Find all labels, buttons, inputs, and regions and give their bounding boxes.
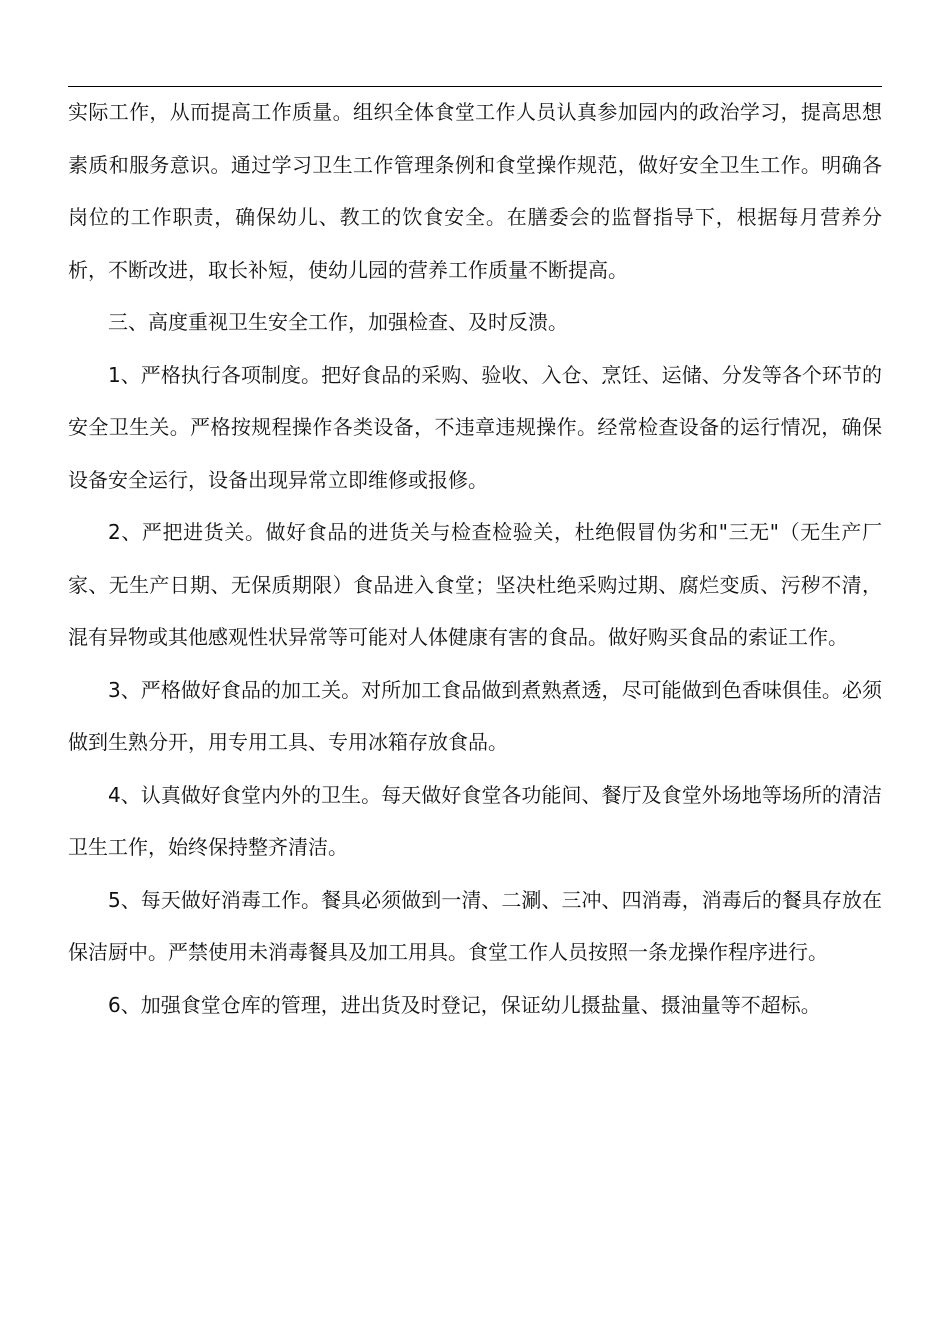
paragraph-item-1: 1、严格执行各项制度。把好食品的采购、验收、入仓、烹饪、运储、分发等各个环节的安全卫生关。严格按规程操作各类设备，不违章违规操作。经常检查设备的运行情况，确保设备安全运行，设备出现异常立即维修或报修。 — [68, 362, 882, 492]
paragraph-item-3: 3、严格做好食品的加工关。对所加工食品做到煮熟煮透，尽可能做到色香味俱佳。必须做到生熟分开，用专用工具、专用冰箱存放食品。 — [68, 677, 882, 754]
paragraph-item-6: 6、加强食堂仓库的管理，进出货及时登记，保证幼儿摄盐量、摄油量等不超标。 — [108, 992, 821, 1017]
paragraph-item-4: 4、认真做好食堂内外的卫生。每天做好食堂各功能间、餐厅及食堂外场地等场所的清洁卫生工作，始终保持整齐清洁。 — [68, 782, 882, 859]
section-heading-3: 三、高度重视卫生安全工作，加强检查、及时反溃。 — [108, 310, 568, 334]
document-body — [68, 86, 882, 1031]
paragraph-item-5: 5、每天做好消毒工作。餐具必须做到一清、二涮、三冲、四消毒，消毒后的餐具存放在保洁厨中。严禁使用未消毒餐具及加工用具。食堂工作人员按照一条龙操作程序进行。 — [68, 887, 882, 964]
paragraph-item-2: 2、严把进货关。做好食品的进货关与检查检验关，杜绝假冒伪劣和"三无"（无生产厂家、无生产日期、无保质期限）食品进入食堂；坚决杜绝采购过期、腐烂变质、污秽不清，混有异物或其他感观性状异常等可能对人体健康有害的食品。做好购买食品的索证工作。 — [68, 520, 882, 649]
paragraph-continuation: 实际工作，从而提高工作质量。组织全体食堂工作人员认真参加园内的政治学习，提高思想素质和服务意识。通过学习卫生工作管理条例和食堂操作规范，做好安全卫生工作。明确各岗位的工作职责，确保幼儿、教工的饮食安全。在膳委会的监督指导下，根据每月营养分析，不断改进，取长补短，使幼儿园的营养工作质量不断提高。 — [68, 100, 882, 282]
